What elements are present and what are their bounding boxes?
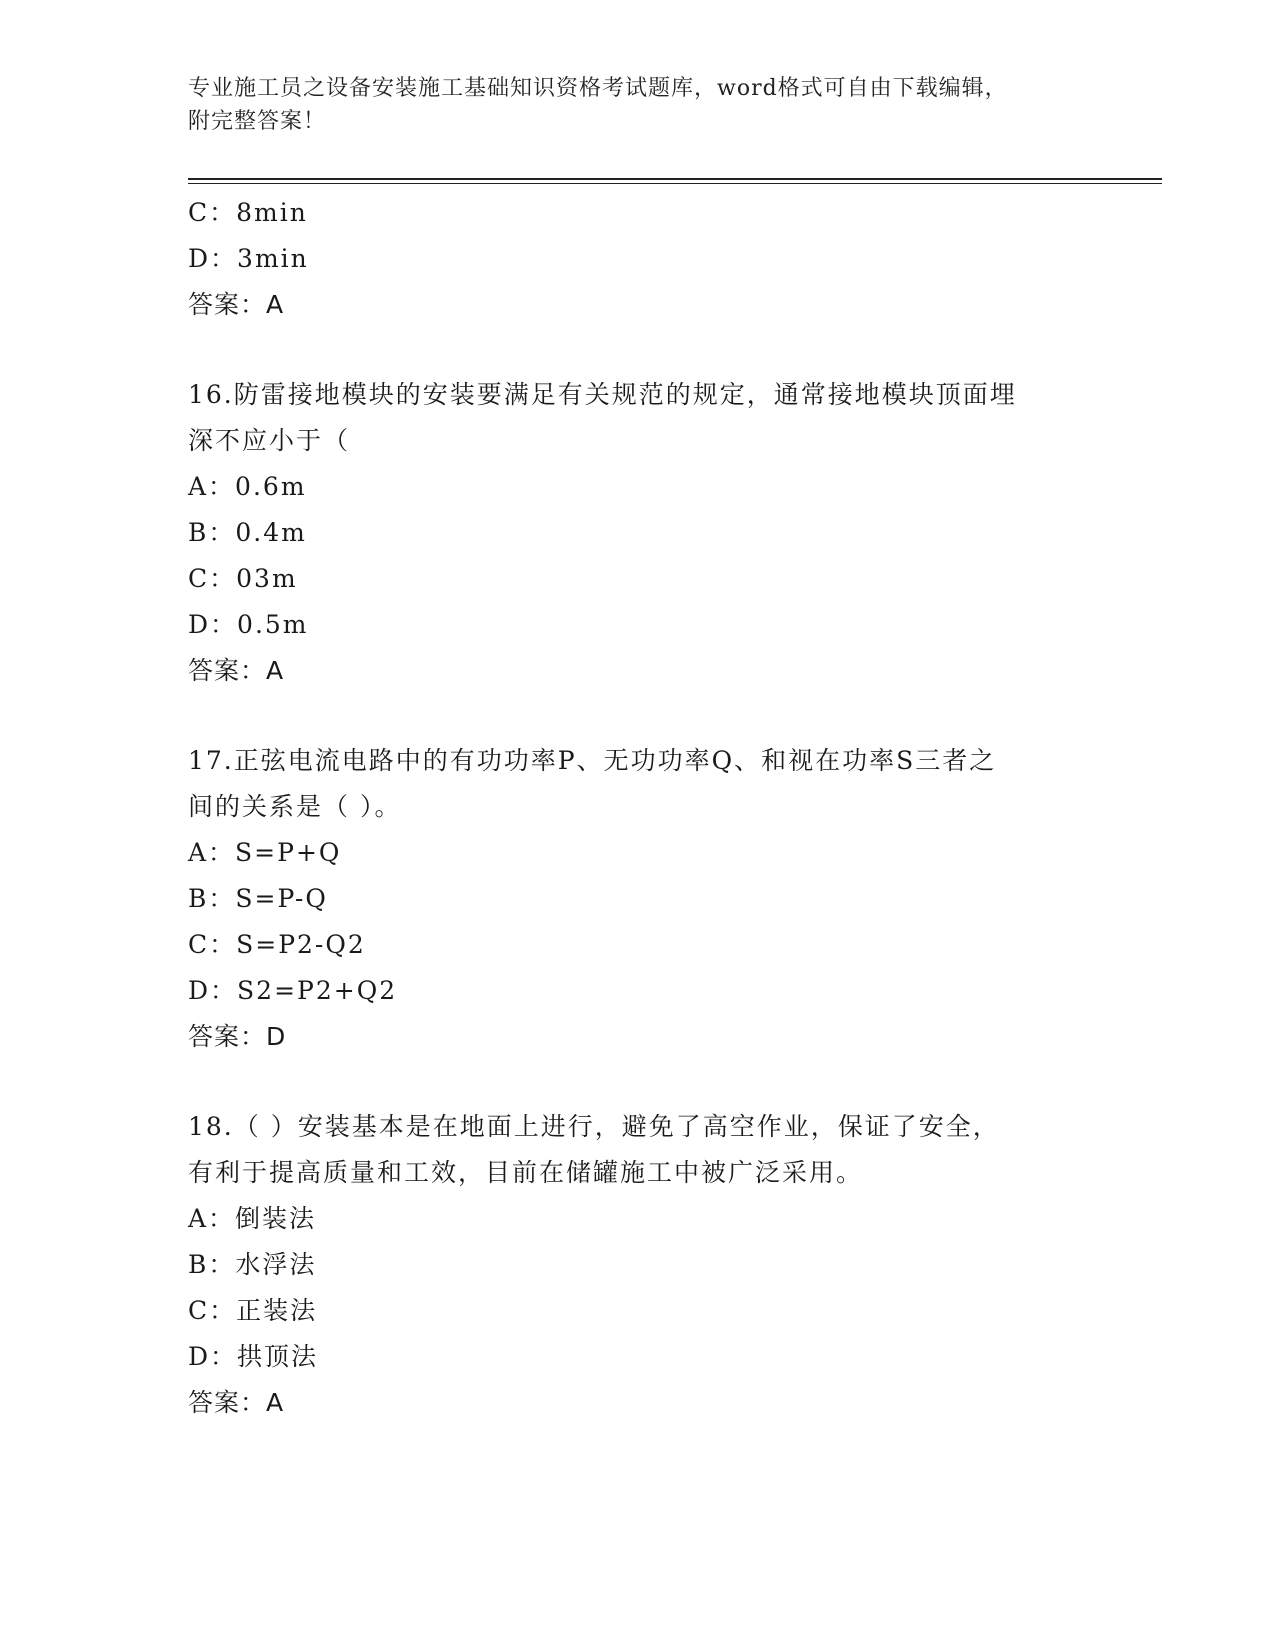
spacer	[188, 1060, 1088, 1104]
question-15-tail	[188, 190, 1088, 328]
question-16	[188, 372, 1088, 694]
option-a: A：0.6m	[188, 472, 307, 501]
option-a: A：倒装法	[188, 1204, 317, 1233]
option-c: C：S=P2-Q2	[188, 930, 366, 959]
option-b: B：0.4m	[188, 518, 307, 547]
question-stem: 深不应小于（	[188, 426, 351, 455]
header-line-2: 附完整答案！	[188, 109, 327, 134]
option-c: C：正装法	[188, 1296, 318, 1325]
answer-line: 答案：A	[188, 1388, 285, 1417]
header-rule-thick	[188, 178, 1162, 180]
option-d: D：0.5m	[188, 610, 309, 639]
question-stem: 18.（ ）安装基本是在地面上进行，避免了高空作业，保证了安全，	[188, 1112, 1000, 1141]
option-b: B：S=P-Q	[188, 884, 328, 913]
question-18	[188, 1104, 1088, 1426]
answer-line: 答案：A	[188, 290, 285, 319]
question-list	[188, 190, 1088, 1426]
spacer	[188, 694, 1088, 738]
question-stem: 17.正弦电流电路中的有功功率P、无功功率Q、和视在功率S三者之	[188, 746, 997, 775]
option-c: C：8min	[188, 198, 308, 227]
spacer	[188, 328, 1088, 372]
question-17	[188, 738, 1088, 1060]
header-line-1: 专业施工员之设备安装施工基础知识资格考试题库，word格式可自由下载编辑，	[188, 76, 1008, 101]
question-stem: 16.防雷接地模块的安装要满足有关规范的规定，通常接地模块顶面埋	[188, 380, 1017, 409]
option-d: D：拱顶法	[188, 1342, 319, 1371]
option-d: D：3min	[188, 244, 309, 273]
header-rule-thin	[188, 183, 1162, 184]
option-b: B：水浮法	[188, 1250, 317, 1279]
option-c: C：03m	[188, 564, 298, 593]
question-stem: 间的关系是（ ）。	[188, 792, 402, 821]
document-header	[188, 72, 1068, 138]
option-a: A：S=P+Q	[188, 838, 342, 867]
answer-line: 答案：A	[188, 656, 285, 685]
answer-line: 答案：D	[188, 1022, 287, 1051]
option-d: D：S2=P2+Q2	[188, 976, 398, 1005]
question-stem: 有利于提高质量和工效，目前在储罐施工中被广泛采用。	[188, 1158, 864, 1187]
